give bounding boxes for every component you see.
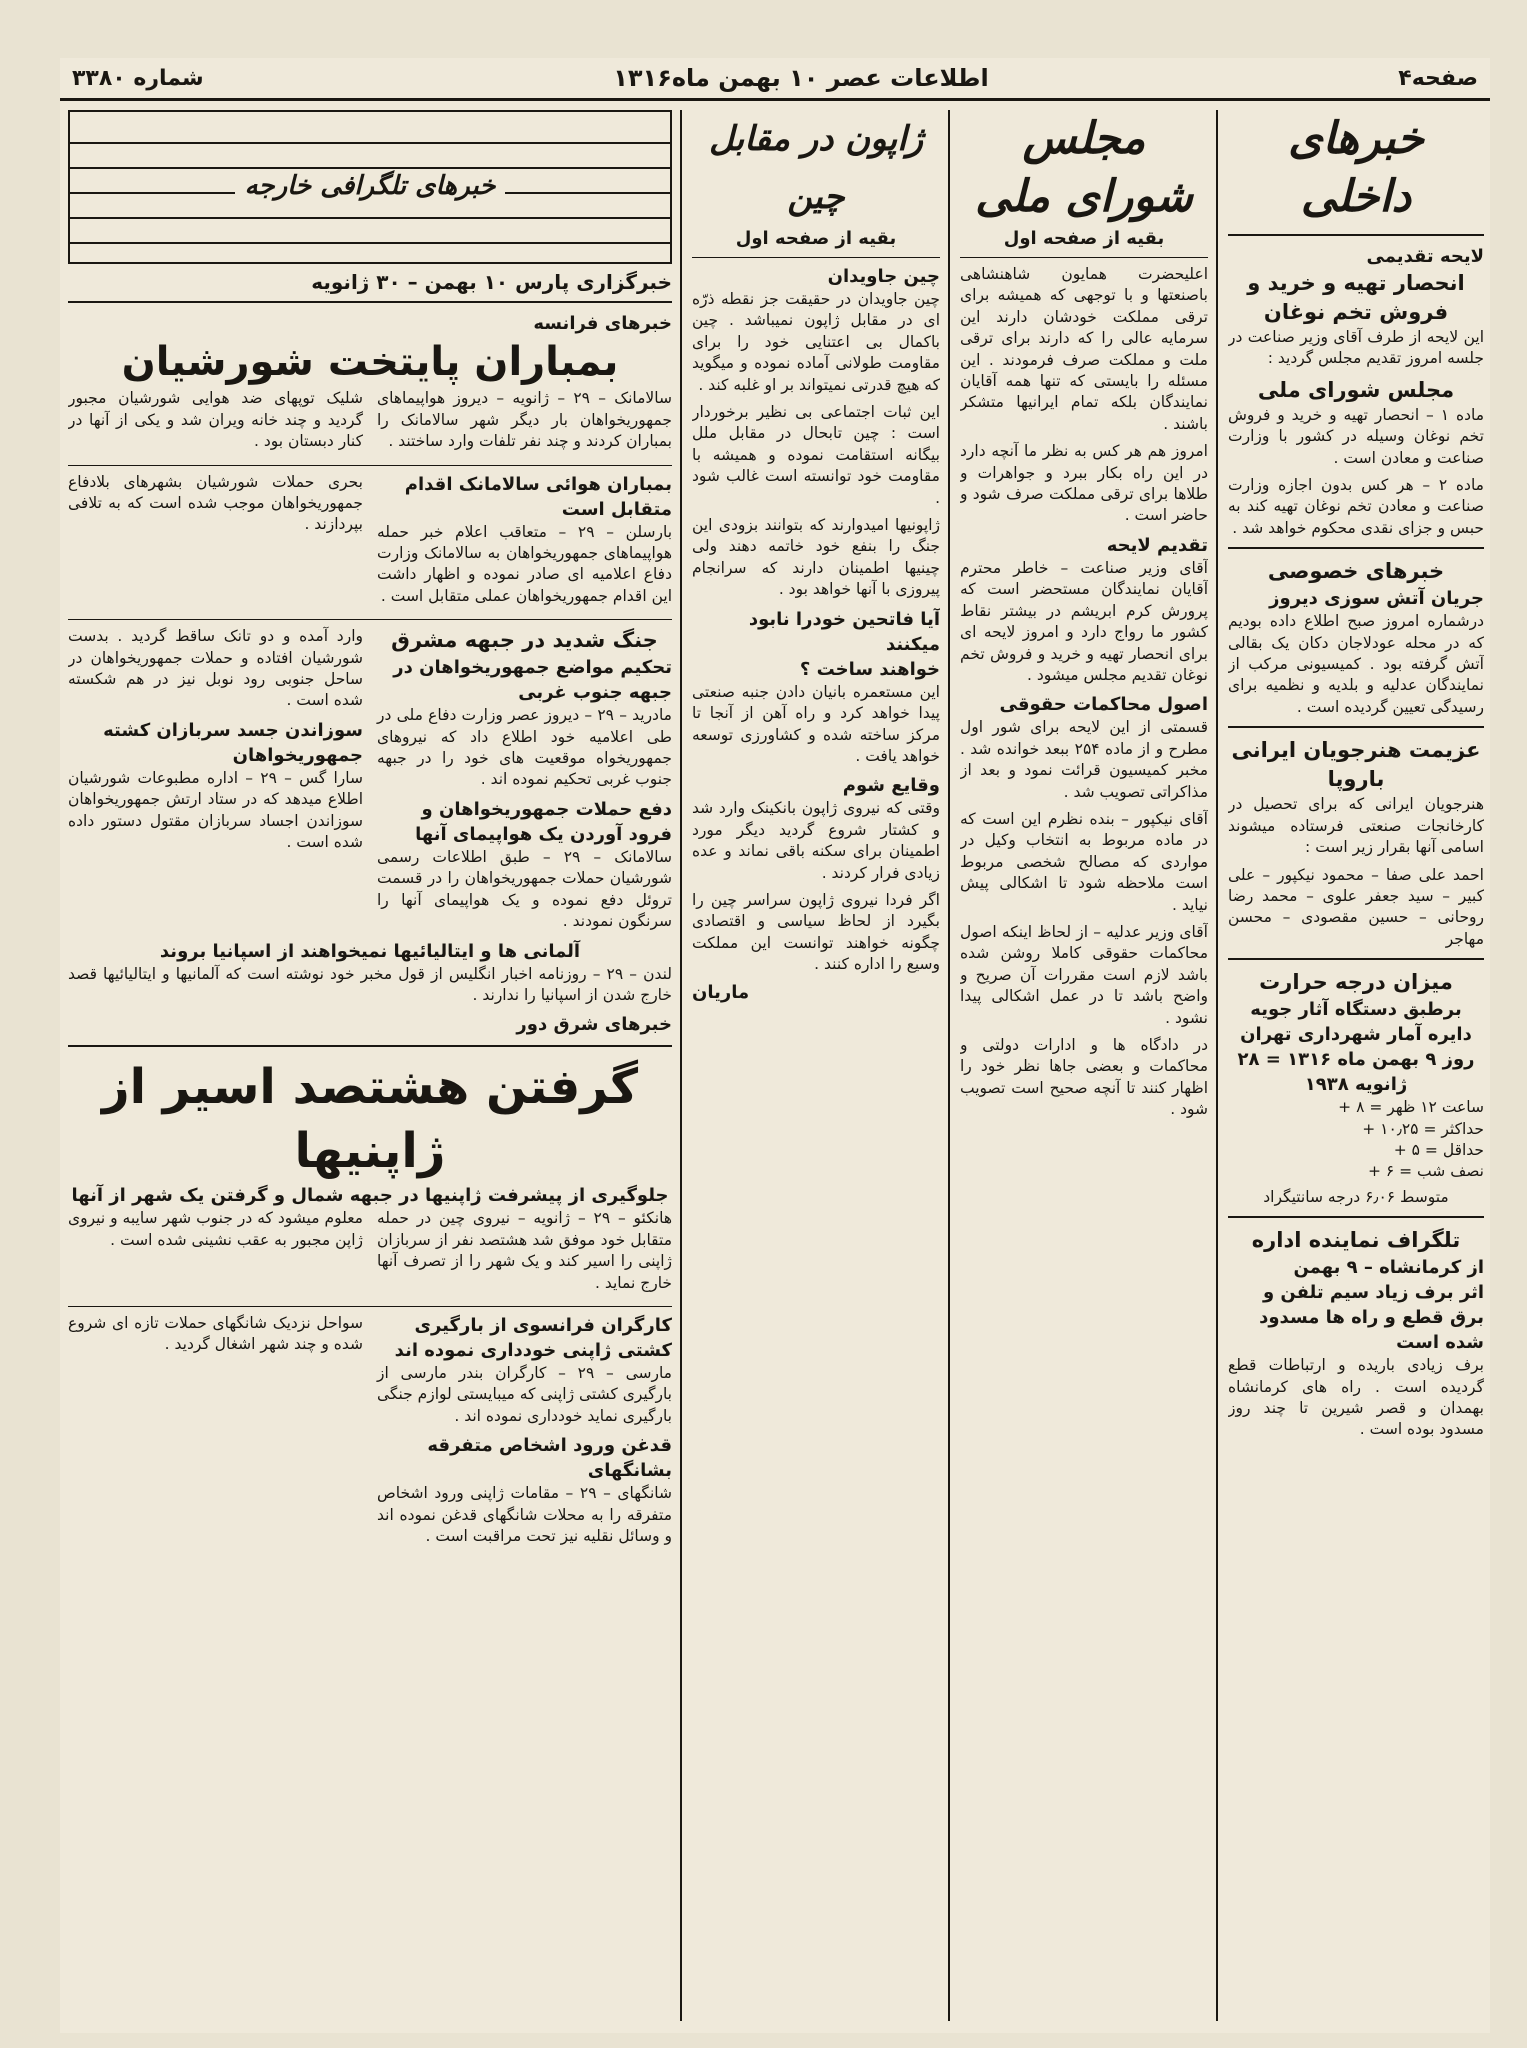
fire-subhead: جریان آتش سوزی دیروز	[1269, 588, 1484, 610]
silk-monopoly-headline: انحصار تهیه و خرید و فروش تخم نوغان	[1247, 271, 1465, 324]
repel-body: سالامانک – ۲۹ – طبق اطلاعات رسمی شورشیان حملات جمهوریخواهان را در قسمت تروئل دفع نموده و یک هواپیمای آنها را سرنگون نمودند .	[377, 847, 672, 931]
telegraph-banner-title: خبرهای تلگرافی خارجه	[235, 176, 506, 197]
weather-date: روز ۹ بهمن ماه ۱۳۱۶ = ۲۸ ژانویه ۱۹۳۸	[1237, 1049, 1475, 1096]
page-header	[60, 58, 1490, 101]
domestic-news-masthead: خبرهای داخلی	[1288, 113, 1424, 222]
retaliation-body: بحری حملات شورشیان بشهرهای بلادفاع جمهوریخواهان موجب شده است که به تلافی بپردازند .	[68, 472, 363, 534]
silk-monopoly-intro: این لایحه از طرف آقای وزیر صناعت در جلسه امروز تقدیم مجلس گردید :	[1228, 328, 1484, 368]
private-news-headline: خبرهای خصوصی	[1267, 559, 1445, 584]
japan-china-body: وقتی که نیروی ژاپون بانکینک وارد شد و کشتار شروع گردید دیگر مورد اطمینان برای سکنه باقی نماند و عده زیادی فرار کردند .	[692, 799, 940, 882]
weather-headline: میزان درجه حرارت	[1259, 970, 1453, 995]
japan-china-body: چین جاویدان در حقیقت جز نقطه ذرّه ای در مقابل ژاپون نمیباشد . چین باکمال بی اعتنایی خود را برای مقاومت طولانی آماده نموده و میگوید که هیچ قدرتی نمیتواند بر او غلبه کند .	[692, 290, 940, 394]
continued-label: بقیه از صفحه اول	[1003, 228, 1165, 249]
japan-china-body: ژاپونیها امیدوارند که بتوانند بزودی این جنگ را بنفع خود خاتمه دهند ولی چینیها اطمینان دارند که سرانجام پیروزی با آنها خواهد بود .	[692, 516, 940, 599]
bombing-body: سالامانک – ۲۹ – ژانویه – دیروز هواپیماهای جمهوریخواهان بار دیگر شهر سالامانک را بمباران کردند و چند نفر تلفات وارد ساختند .	[377, 389, 672, 451]
students-names: احمد علی صفا – محمود نیکپور – علی کبیر – سید جعفر علوی – محمد رضا روحانی – حسین مقصودی – محسن مهاجر	[1228, 865, 1484, 948]
column-foreign-news	[68, 110, 672, 2021]
weather-source: برطبق دستگاه آثار جویه دایره آمار شهرداری تهران	[1240, 999, 1472, 1046]
parliament-body: امروز هم هر کس به نظر ما آنچه دارد در این راه بکار ببرد و جواهرات و طلاها برای ترقی مملکت صرف شود و حاضر است .	[960, 442, 1208, 525]
weather-row: نصف شب = ۶ +	[1367, 1162, 1484, 1181]
author-signature: ماریان	[692, 981, 750, 1003]
repel-headline: دفع حملات جمهوریخواهان و فرود آوردن یک هواپیمای آنها	[415, 798, 672, 845]
telegraph-banner	[68, 110, 672, 264]
japan-china-body: این ثبات اجتماعی بی نظیر برخوردار است : چین تابحال در مقابل ملل بیگانه استقامت نموده و همیشه با مقاومت خود توانسته است غالب شود .	[692, 403, 940, 507]
civil-procedure-subhead: اصول محاکمات حقوقی	[999, 694, 1208, 716]
issue-number: شماره ۳۳۸۰	[72, 65, 204, 91]
prisoners-body: معلوم میشود که در جنوب شهر سایبه و نیروی ژاپن مجبور به عقب نشینی شده است .	[68, 1209, 363, 1249]
parliament-body: آقای نیکپور – بنده نظرم این است که در ماده مربوط به انتخاب وکیل در مواردی که مصالح شخصی مربوط است ملاحظه شود تا اشکالی پیش نیاید .	[960, 809, 1208, 914]
newspaper-page	[60, 58, 1490, 2033]
telegraph-subhead: اثر برف زیاد سیم تلفن و برق قطع و راه ها مسدود شده است	[1259, 1282, 1484, 1354]
japan-china-masthead: ژاپون در مقابل چین	[708, 119, 924, 217]
japan-china-body: اگر فردا نیروی ژاپون سراسر چین را بگیرد از لحاظ سیاسی و اقتصادی چگونه خواهند توانست این مملکت وسیع را اداره کنند .	[692, 890, 940, 974]
telegraph-dateline: از کرمانشاه – ۹ بهمن	[1293, 1257, 1484, 1279]
weather-row: ساعت ۱۲ ظهر = ۸ +	[1338, 1098, 1484, 1117]
parliament-masthead: مجلس شورای ملی	[975, 113, 1193, 222]
parliament-body: در دادگاه ها و ادارات دولتی و محاکمات و بعضی جاها نظر خود را اظهار کنند تا آنچه صحیح است تصویب شود .	[960, 1036, 1208, 1119]
shanghai-ban-body: شانگهای – ۲۹ – مقامات ژاپنی ورود اشخاص متفرقه را به محلات شانگهای قدغن نموده اند و وسائل نقلیه نیز تحت مراقبت است .	[377, 1484, 672, 1545]
weather-row: حداکثر = ۱۰٫۲۵ +	[1362, 1119, 1484, 1138]
southwest-subhead: تحکیم مواضع جمهوریخواهان در جبهه جنوب غربی	[393, 657, 672, 704]
article-1: ماده ۱ – انحصار تهیه و خرید و فروش تخم نوغان وسیله در کشور با وزارت صناعت و معادن است .	[1228, 405, 1484, 467]
column-domestic-news	[1228, 110, 1484, 2021]
students-europe-headline: عزیمت هنرجویان ایرانی باروپا	[1231, 738, 1481, 792]
bombing-body: شلیک توپهای ضد هوایی شورشیان مجبور گردید و چند خانه ویران شد و یکی از آنها در کنار دبستان بود .	[68, 389, 363, 451]
bill-label: لایحه تقدیمی	[1366, 246, 1484, 267]
parliament-body: آقای وزیر صناعت – خاطر محترم آقایان نمایندگان مستحضر است که پرورش کرم ابریشم در بیشتر نقاط کشور ما رواج دارد و امروز لایحه ای برای انحصار تهیه و خرید و فروش تخم نوغان تقدیم مجلس میشود .	[960, 558, 1208, 684]
germans-italians-body: لندن – ۲۹ – روزنامه اخبار انگلیس از قول مخبر خود نوشته است که آلمانیها و ایتالیائیها قصد خارج شدن از اسپانیا را ندارند .	[68, 964, 672, 1004]
weather-average: متوسط ۶٫۰۶ درجه سانتیگراد	[1263, 1187, 1449, 1206]
parliament-body: قسمتی از این لایحه برای شور اول مطرح و از ماده ۲۵۴ ببعد خوانده شد . مخبر کمیسیون قرائت نمود و بعد از مذاکراتی تصویب شد .	[960, 718, 1208, 801]
prisoners-body: هانکئو – ۲۹ – ژانویه – نیروی چین در حمله متقابل خود موفق شد هشتصد نفر از سربازان ژاپنی را اسیر کند و یک شهر را از تصرف آنها خارج نماید .	[377, 1209, 672, 1292]
france-kicker: خبرهای فرانسه	[533, 313, 672, 335]
eastern-front-body: وارد آمده و دو تانک ساقط گردید . بدست شورشیان افتاده و حملات جمهوریخواهان در ساحل جنوبی رود نوبل نیز در هم شکسته شده است .	[68, 627, 363, 710]
bill-subhead: تقدیم لایحه	[1106, 534, 1208, 556]
prisoners-headline: گرفتن هشتصد اسیر از ژاپنیها	[101, 1059, 639, 1180]
column-divider	[680, 110, 682, 2021]
eastern-front-headline: جنگ شدید در جبهه مشرق	[391, 628, 658, 653]
build-subhead: خواهند ساخت ؟	[799, 658, 940, 680]
telegraph-headline: تلگراف نماینده اداره	[1251, 1228, 1461, 1253]
shanghai-ban-headline: قدغن ورود اشخاص متفرقه بشانگهای	[427, 1435, 672, 1482]
parliament-subhead: مجلس شورای ملی	[1257, 377, 1455, 402]
article-2: ماده ۲ – هر کس بدون اجازه وزارت صناعت و معادن تخم نوغان تهیه کند به حبس و جزای نقدی محکوم خواهد شد .	[1228, 476, 1484, 537]
dockworkers-body: مارسی – ۲۹ – کارگران بندر مارسی از بارگیری کشتی ژاپنی که میبایستی لوازم جنگی بارگیری نماید خودداری نموده اند .	[377, 1363, 672, 1425]
burning-bodies-body: سارا گس – ۲۹ – اداره مطبوعات شورشیان اطلاع میدهد که در ستاد ارتش جمهوریخواهان سوزاندن اجساد سربازان مقتول دستور داده شده است .	[68, 768, 363, 852]
dockworkers-headline: کارگران فرانسوی از بارگیری کشتی ژاپنی خودداری نموده اند	[394, 1314, 672, 1361]
bombing-headline: بمباران پایتخت شورشیان	[121, 339, 619, 386]
retaliation-body: بارسلن – ۲۹ – متعاقب اعلام خبر حمله هواپیماهای جمهوریخواهان به سالامانک وزارت دفاع اعلامیه ای صادر نموده و اظهار داشت این اقدام جمهوریخواهان عملی متقابل است .	[377, 522, 672, 605]
page-label: صفحه۴	[1398, 65, 1478, 91]
parliament-body: اعلیحضرت همایون شاهنشاهی باصنعتها و با توجهی که همیشه برای ترقی مملکت خودشان دارند این سرمایه عالی را که دارند برای ترقی ملت و مملکت صرف فرمودند . این مسئله را بایستی که تنها همه آقایان نمایندگان بلکه تمام ایرانیها متشکر باشند .	[960, 265, 1208, 433]
retaliation-headline: بمباران هوائی سالامانک اقدام متقابل است	[404, 473, 672, 520]
grim-events-subhead: وقایع شوم	[842, 775, 940, 797]
weather-row: حداقل = ۵ +	[1393, 1140, 1484, 1159]
japan-china-body: این مستعمره بانیان دادن جنبه صنعتی پیدا خواهد کرد و راه آهن از آنجا تا مرکز ساخته شده و کشاورزی توسعه خواهد یافت .	[692, 682, 940, 765]
column-japan-china	[692, 110, 940, 2021]
telegraph-body: برف زیادی باریده و ارتباطات قطع گردیده است . راه های کرمانشاه بهمدان و قصر شیرین تا چند روز مسدود بوده است .	[1228, 1356, 1484, 1439]
fire-body: درشماره امروز صبح اطلاع داده بودیم که در محله عودلاجان دکان یک بقالی آتش گرفته بود . کمیسیونی مرکب از نمایندگان عدلیه و بلدیه و نظمیه برای رسیدگی تعیین گردیده است .	[1228, 612, 1484, 716]
column-parliament	[960, 110, 1208, 2021]
conquerors-subhead: آیا فاتحین خودرا نابود میکنند	[748, 608, 940, 655]
students-body: هنرجویان ایرانی که برای تحصیل در کارخانجات صنعتی فرستاده میشوند اسامی آنها بقرار زیر است :	[1228, 795, 1484, 857]
pars-dateline: خبرگزاری پارس ۱۰ بهمن – ۳۰ ژانویه	[311, 270, 672, 294]
burning-bodies-headline: سوزاندن جسد سربازان کشته جمهوریخواهان	[103, 719, 363, 766]
column-divider	[1216, 110, 1218, 2021]
prisoners-subhead: جلوگیری از پیشرفت ژاپنیها در جبهه شمال و گرفتن یک شهر از آنها	[71, 1185, 669, 1207]
eternal-china-subhead: چین جاویدان	[827, 266, 940, 287]
parliament-body: آقای وزیر عدلیه – از لحاظ اینکه اصول محاکمات حقوقی کاملا روشن شده باشد لازم است مقررات آن صریح و واضح باشد تا در عمل اشکالی پیدا نشود .	[960, 922, 1208, 1027]
column-divider	[948, 110, 950, 2021]
far-east-kicker: خبرهای شرق دور	[516, 1014, 672, 1036]
eastern-front-body: مادرید – ۲۹ – دیروز عصر وزارت دفاع ملی در طی اعلامیه خود اطلاع داد که نیروهای جمهوریخواه موقعیت های خود را در جبهه جنوب غربی تحکیم نموده اند .	[377, 706, 672, 789]
continued-label: بقیه از صفحه اول	[735, 228, 897, 249]
dockworkers-body: سواحل نزدیک شانگهای حملات تازه ای شروع شده و چند شهر اشغال گردید .	[68, 1313, 363, 1354]
paper-title-date: اطلاعات عصر ۱۰ بهمن ماه۱۳۱۶	[613, 64, 989, 92]
germans-italians-headline: آلمانی ها و ایتالیائیها نمیخواهند از اسپانیا بروند	[159, 940, 581, 962]
